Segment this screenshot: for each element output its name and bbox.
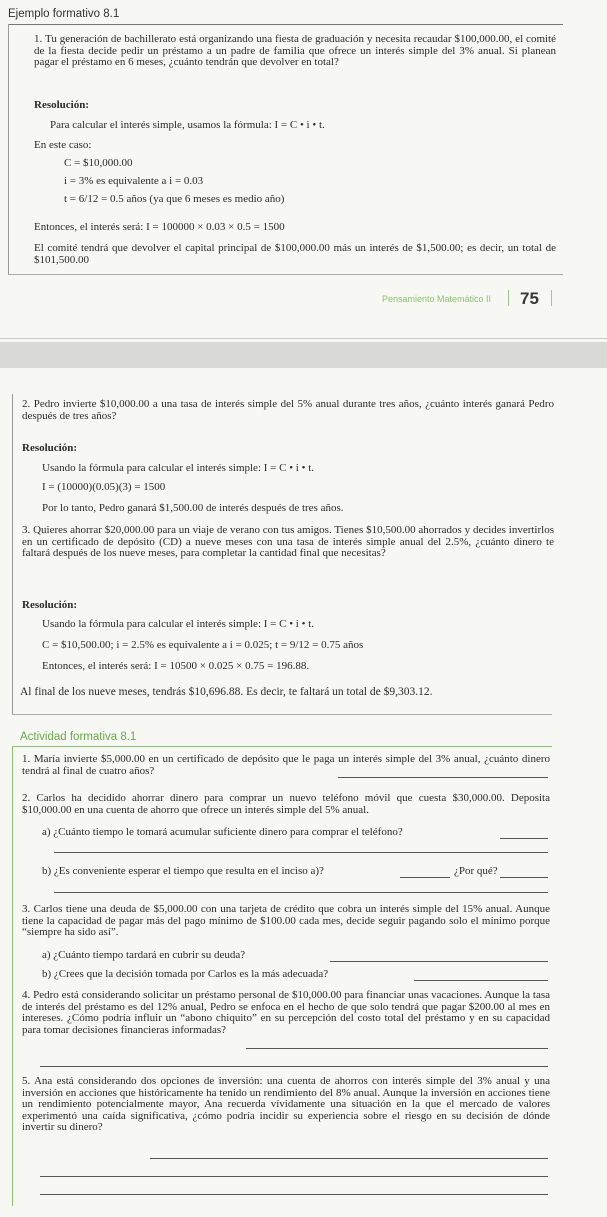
box-bottom-rule <box>8 274 563 275</box>
r2-line: Por lo tanto, Pedro ganará $1,500.00 de interés después de tres años. <box>42 502 344 514</box>
answer-line[interactable] <box>400 877 450 878</box>
r3-line: C = $10,500.00; i = 2.5% es equivalente a i = 0.025; t = 9/12 = 0.75 años <box>42 639 364 651</box>
r2-line: I = (10000)(0.05)(3) = 1500 <box>42 481 166 493</box>
r3-line: Usando la fórmula para calcular el interés simple: I = C • i • t. <box>42 618 315 630</box>
activity-3b: b) ¿Crees que la decisión tomada por Carlos es la más adecuada? <box>42 968 329 980</box>
answer-line[interactable] <box>40 1066 548 1067</box>
activity-rule <box>12 746 552 747</box>
activity-2b: b) ¿Es conveniente esperar el tiempo que resulta en el inciso a)? <box>42 865 324 877</box>
problem-2: 2. Pedro invierte $10,000.00 a una tasa de interés simple del 5% anual durante tres años, ¿cuánto interés ganará Pedro después de tres años? <box>22 398 554 422</box>
left-rule <box>8 24 9 274</box>
answer-line[interactable] <box>338 777 548 778</box>
activity-2b-why: ¿Por qué? <box>454 865 498 877</box>
problem-3: 3. Quieres ahorrar $20,000.00 para un viaje de verano con tus amigos. Tienes $10,500.00 ahorrados y decides invertirlos en un certificado de depósito (CD) a nueve meses con una tasa de interés simple anual del 2.5%, ¿cuánto dinero te faltará después de los nueve meses, para completar la cantidad final que necesitas? <box>22 524 554 559</box>
activity-5: 5. Ana está considerando dos opciones de inversión: una cuenta de ahorros con interés simple del 3% anual y una inversión en acciones que históricamente ha tenido un rendimiento del 8% anual. Aunque la inversión en acciones tiene un rendimiento potencialmente mayor, Ana recuerda vívidamente una situación en la que el mercado de valores experimentó una caída significativa, ¿cómo podría incidir su experiencia sobre el riesgo en su decisión de dónde invertir su dinero? <box>22 1075 550 1133</box>
answer-line[interactable] <box>500 838 548 839</box>
r3-conclusion: Al final de los nueve meses, tendrás $10,696.88. Es decir, te faltará un total de $9,303.12. <box>20 686 433 698</box>
section-title-actividad: Actividad formativa 8.1 <box>20 731 137 743</box>
activity-2a: a) ¿Cuánto tiempo le tomará acumular suficiente dinero para comprar el teléfono? <box>42 826 403 838</box>
conclusion-1: El comité tendrá que devolver el capital principal de $100,000.00 más un interés de $1,500.00; es decir, un total de $101,500.00 <box>34 242 556 266</box>
section-title-ejemplo: Ejemplo formativo 8.1 <box>8 8 120 20</box>
activity-3: 3. Carlos tiene una deuda de $5,000.00 con una tarjeta de crédito que cobra un interés simple del 15% anual. Aunque tiene la capacidad de pagar más del pago mínimo de $100.00 cada mes, decide seguir pagando solo el mínimo porque “siempre ha sido así”. <box>22 903 550 938</box>
case-line: t = 6/12 = 0.5 años (ya que 6 meses es medio año) <box>64 193 285 205</box>
footer-divider <box>551 290 552 306</box>
problem-1: 1. Tu generación de bachillerato está organizando una fiesta de graduación y necesita recaudar $100,000.00, el comité de la fiesta decide pedir un préstamo a un padre de familia que ofrece un interés simple del 3% anual. Si planean pagar el préstamo en 6 meses, ¿cuánto tendrán que devolver en total? <box>34 33 556 68</box>
answer-line[interactable] <box>330 961 548 962</box>
answer-line[interactable] <box>54 852 548 853</box>
interest-line: Entonces, el interés será: I = 100000 × 0.03 × 0.5 = 1500 <box>34 221 285 233</box>
section-rule <box>8 24 563 25</box>
activity-4: 4. Pedro está considerando solicitar un préstamo personal de $10,000.00 para financiar unas vacaciones. Aunque la tasa de interés del préstamo es del 12% anual, Pedro se enfoca en el hecho de que solo tendrá que pagar $200.00 al mes en intereses. ¿Cómo podría influir un “abono chiquito” en su percepción del costo total del préstamo y en su capacidad para tomar decisiones financieras informadas? <box>22 989 550 1036</box>
page-number: 75 <box>520 289 539 308</box>
answer-line[interactable] <box>40 1176 548 1177</box>
formula-intro: Para calcular el interés simple, usamos la fórmula: I = C • i • t. <box>50 119 325 131</box>
resolucion-label: Resolución: <box>34 99 89 111</box>
answer-line[interactable] <box>40 1194 548 1195</box>
r3-line: Entonces, el interés será: I = 10500 × 0.025 × 0.75 = 196.88. <box>42 660 310 672</box>
answer-line[interactable] <box>414 980 548 981</box>
resolucion-label: Resolución: <box>22 599 77 611</box>
answer-line[interactable] <box>150 1158 548 1159</box>
activity-2: 2. Carlos ha decidido ahorrar dinero para comprar un nuevo teléfono móvil que cuesta $30,000.00. Deposita $10,000.00 en una cuenta de ahorro que ofrece un interés simple del 5% anual. <box>22 792 550 816</box>
answer-line[interactable] <box>246 1048 548 1049</box>
case-line: i = 3% es equivalente a i = 0.03 <box>64 175 204 187</box>
case-label: En este caso: <box>34 139 92 151</box>
page-76 <box>0 368 607 1217</box>
left-rule <box>12 394 13 714</box>
page-gap <box>0 342 607 368</box>
activity-3a: a) ¿Cuánto tiempo tardará en cubrir su deuda? <box>42 949 246 961</box>
answer-line[interactable] <box>500 877 548 878</box>
case-line: C = $10,000.00 <box>64 157 133 169</box>
page-75 <box>0 0 607 342</box>
resolucion-label: Resolución: <box>22 442 77 454</box>
page-edge <box>0 338 607 339</box>
answer-line[interactable] <box>54 892 548 893</box>
footer-book-title: Pensamiento Matemático II <box>382 294 492 304</box>
activity-left-rule <box>12 746 13 1206</box>
r2-line: Usando la fórmula para calcular el interés simple: I = C • i • t. <box>42 462 315 474</box>
activity-1: 1. María invierte $5,000.00 en un certificado de depósito que le paga un interés simple del 3% anual, ¿cuánto dinero tendrá al final de cuatro años? <box>22 753 550 777</box>
footer-divider <box>508 290 509 306</box>
box-bottom-rule <box>12 714 552 715</box>
